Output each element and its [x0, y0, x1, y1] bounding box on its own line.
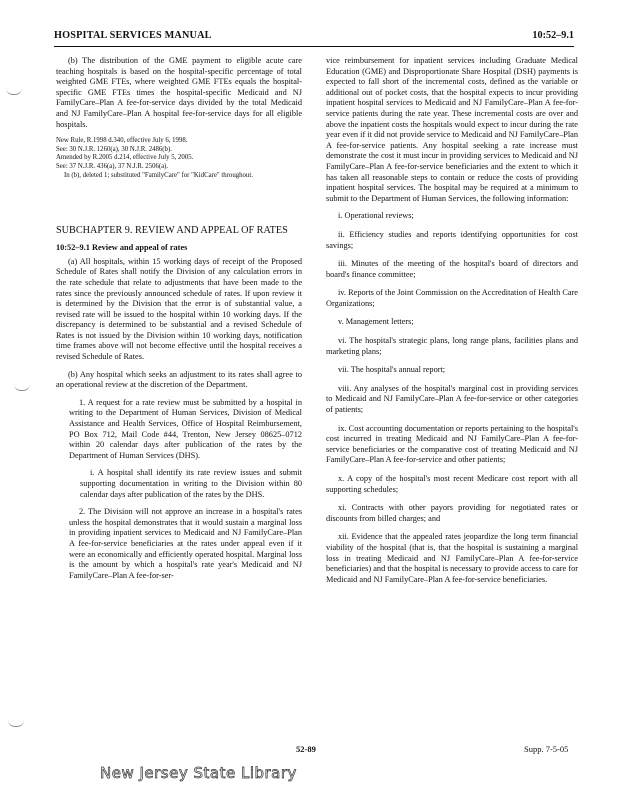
list-item: i. Operational reviews; — [338, 211, 414, 221]
binding-hole-mark — [6, 88, 22, 95]
continuation-paragraph: vice reimbursement for inpatient services including Graduate Medical Education (GME) and Disproportionate Share Hospital (DSH) payments is expected to fall short of the incremental costs, defined as the variable or additional out of pocket costs, that the hospital expects to incur providing inpatient hospital services to Medicaid and NJ FamilyCare–Plan A fee-for-service patients during the rate year. These incremental costs are over and above the inpatient costs the hospitals would expect to incur during the rate year even if it did not provide service to Medicaid and NJ FamilyCare–Plan A fee-for-service patients. Any hospital seeking a rate increase must demonstrate the cost it must incur in providing services to Medicaid and NJ FamilyCare–Plan A fee-for-service beneficiaries and the extent to which it has taken all reasonable steps to contain or reduce the costs of providing inpatient hospital services. The hospital may be required at a minimum to submit to the Department of Human Services, the following information: — [326, 56, 578, 203]
paragraph-b2: (b) Any hospital which seeks an adjustment to its rates shall agree to an operational review at the discretion of the Department. — [56, 369, 302, 390]
item-1: 1. A request for a rate review must be submitted by a hospital in writing to the Department of Human Services, Division of Medical Assistance and Health Services, Office of Hospital Reimbursement, PO Box 712, Mail Code #44, Trenton, New Jersey 08625–0712 within 20 calendar days after publication of the rates by the Department of Human Services (DHS). — [69, 397, 302, 460]
list-item: vi. The hospital's strategic plans, long range plans, facilities plans and marketing plans; — [326, 336, 578, 356]
binding-hole-mark — [14, 384, 30, 391]
library-stamp: New Jersey State Library — [100, 764, 297, 782]
history-notes — [56, 137, 302, 180]
list-item: viii. Any analyses of the hospital's marginal cost in providing services to Medicaid and NJ FamilyCare–Plan A fee-for-service or other categories of patients; — [326, 383, 578, 415]
history-line: New Rule, R.1998 d.340, effective July 6, 1998. — [56, 137, 188, 145]
manual-title: HOSPITAL SERVICES MANUAL — [54, 30, 212, 41]
list-item: v. Management letters; — [338, 317, 414, 327]
list-item: ix. Cost accounting documentation or reports pertaining to the hospital's cost incurred in treating Medicaid and NJ FamilyCare–Plan A fee-for-service beneficiaries or the comparative cost of treating Medicaid and NJ FamilyCare–Plan A fee-for-service and other patients; — [326, 423, 578, 465]
section-heading: 10:52–9.1 Review and appeal of rates — [56, 243, 188, 253]
paragraph-b: (b) The distribution of the GME payment to eligible acute care teaching hospitals is based on the hospital-specific percentage of total weighted GME FTEs, where weighted GME FTEs equals the hospital-specific GME FTEs times the hospital-specific Medicaid and NJ FamilyCare–Plan A fee-for-service days divided by the total Medicaid and NJ FamilyCare–Plan A hospital fee-for-service days for all eligible hospitals. — [56, 56, 302, 129]
page-number: 52-89 — [296, 744, 316, 754]
section-range: 10:52–9.1 — [532, 30, 574, 41]
list-item: iv. Reports of the Joint Commission on the Accreditation of Health Care Organizations; — [326, 288, 578, 308]
item-1-i: i. A hospital shall identify its rate review issues and submit supporting documentation in writing to the Division within 80 calendar days after publication of the rates by the DHS. — [80, 468, 302, 499]
history-line: See: 37 N.J.R. 436(a), 37 N.J.R. 2506(a). — [56, 162, 169, 170]
history-line: Amended by R.2005 d.214, effective July 5, 2005. — [56, 154, 194, 162]
paragraph-a: (a) All hospitals, within 15 working days of receipt of the Proposed Schedule of Rates shall notify the Division of any calculation errors in the rate schedule that relate to adjustments that have been made to the rates since the previously announced schedule of rates. If upon review it is determined by the Division that the error is of substantial value, a revised rate will be issued to the hospital within 10 working days. If the discrepancy is determined to be substantial and a revised Schedule of Rates is not issued by the Division within 10 working days, notification time frames above will not become effective until the hospital receives a revised Schedule of Rates. — [56, 256, 302, 362]
supplement-date: Supp. 7-5-05 — [524, 744, 569, 754]
list-item: vii. The hospital's annual report; — [338, 365, 446, 375]
list-item: ii. Efficiency studies and reports identifying opportunities for cost savings; — [326, 229, 578, 250]
list-item: xii. Evidence that the appealed rates jeopardize the long term financial viability of the hospital (that is, that the hospital is sustaining a marginal loss in treating Medicaid and NJ FamilyCare–Plan A fee-for-service beneficiaries) and that the hospital is necessary to provide access to care for Medicaid and NJ FamilyCare–Plan A fee-for-service beneficiaries. — [326, 532, 578, 584]
item-2: 2. The Division will not approve an increase in a hospital's rates unless the hospital demonstrates that it would sustain a marginal loss in providing inpatient services to Medicaid and NJ FamilyCare–Plan A fee-for-service beneficiaries at the rates under appeal even if it were an economically and efficiently operated hospital. Marginal loss is the amount by which a hospital's rate year's Medicaid and NJ FamilyCare–Plan A fee-for-ser- — [69, 507, 302, 580]
left-column — [56, 56, 302, 588]
binding-hole-mark — [8, 720, 24, 727]
right-column — [326, 56, 578, 593]
list-item: xi. Contracts with other payors providing for negotiated rates or discounts from billed charges; and — [326, 503, 578, 523]
history-line: See: 30 N.J.R. 1260(a), 30 N.J.R. 2486(b). — [56, 145, 172, 153]
list-item: x. A copy of the hospital's most recent Medicare cost report with all supporting schedules; — [326, 474, 578, 494]
running-header — [54, 30, 574, 47]
subchapter-heading: SUBCHAPTER 9. REVIEW AND APPEAL OF RATES — [56, 225, 288, 237]
history-line: In (b), deleted 1; substituted "FamilyCare" for "KidCare" throughout. — [64, 171, 253, 179]
list-item: iii. Minutes of the meeting of the hospital's board of directors and board's finance committee; — [326, 259, 578, 279]
